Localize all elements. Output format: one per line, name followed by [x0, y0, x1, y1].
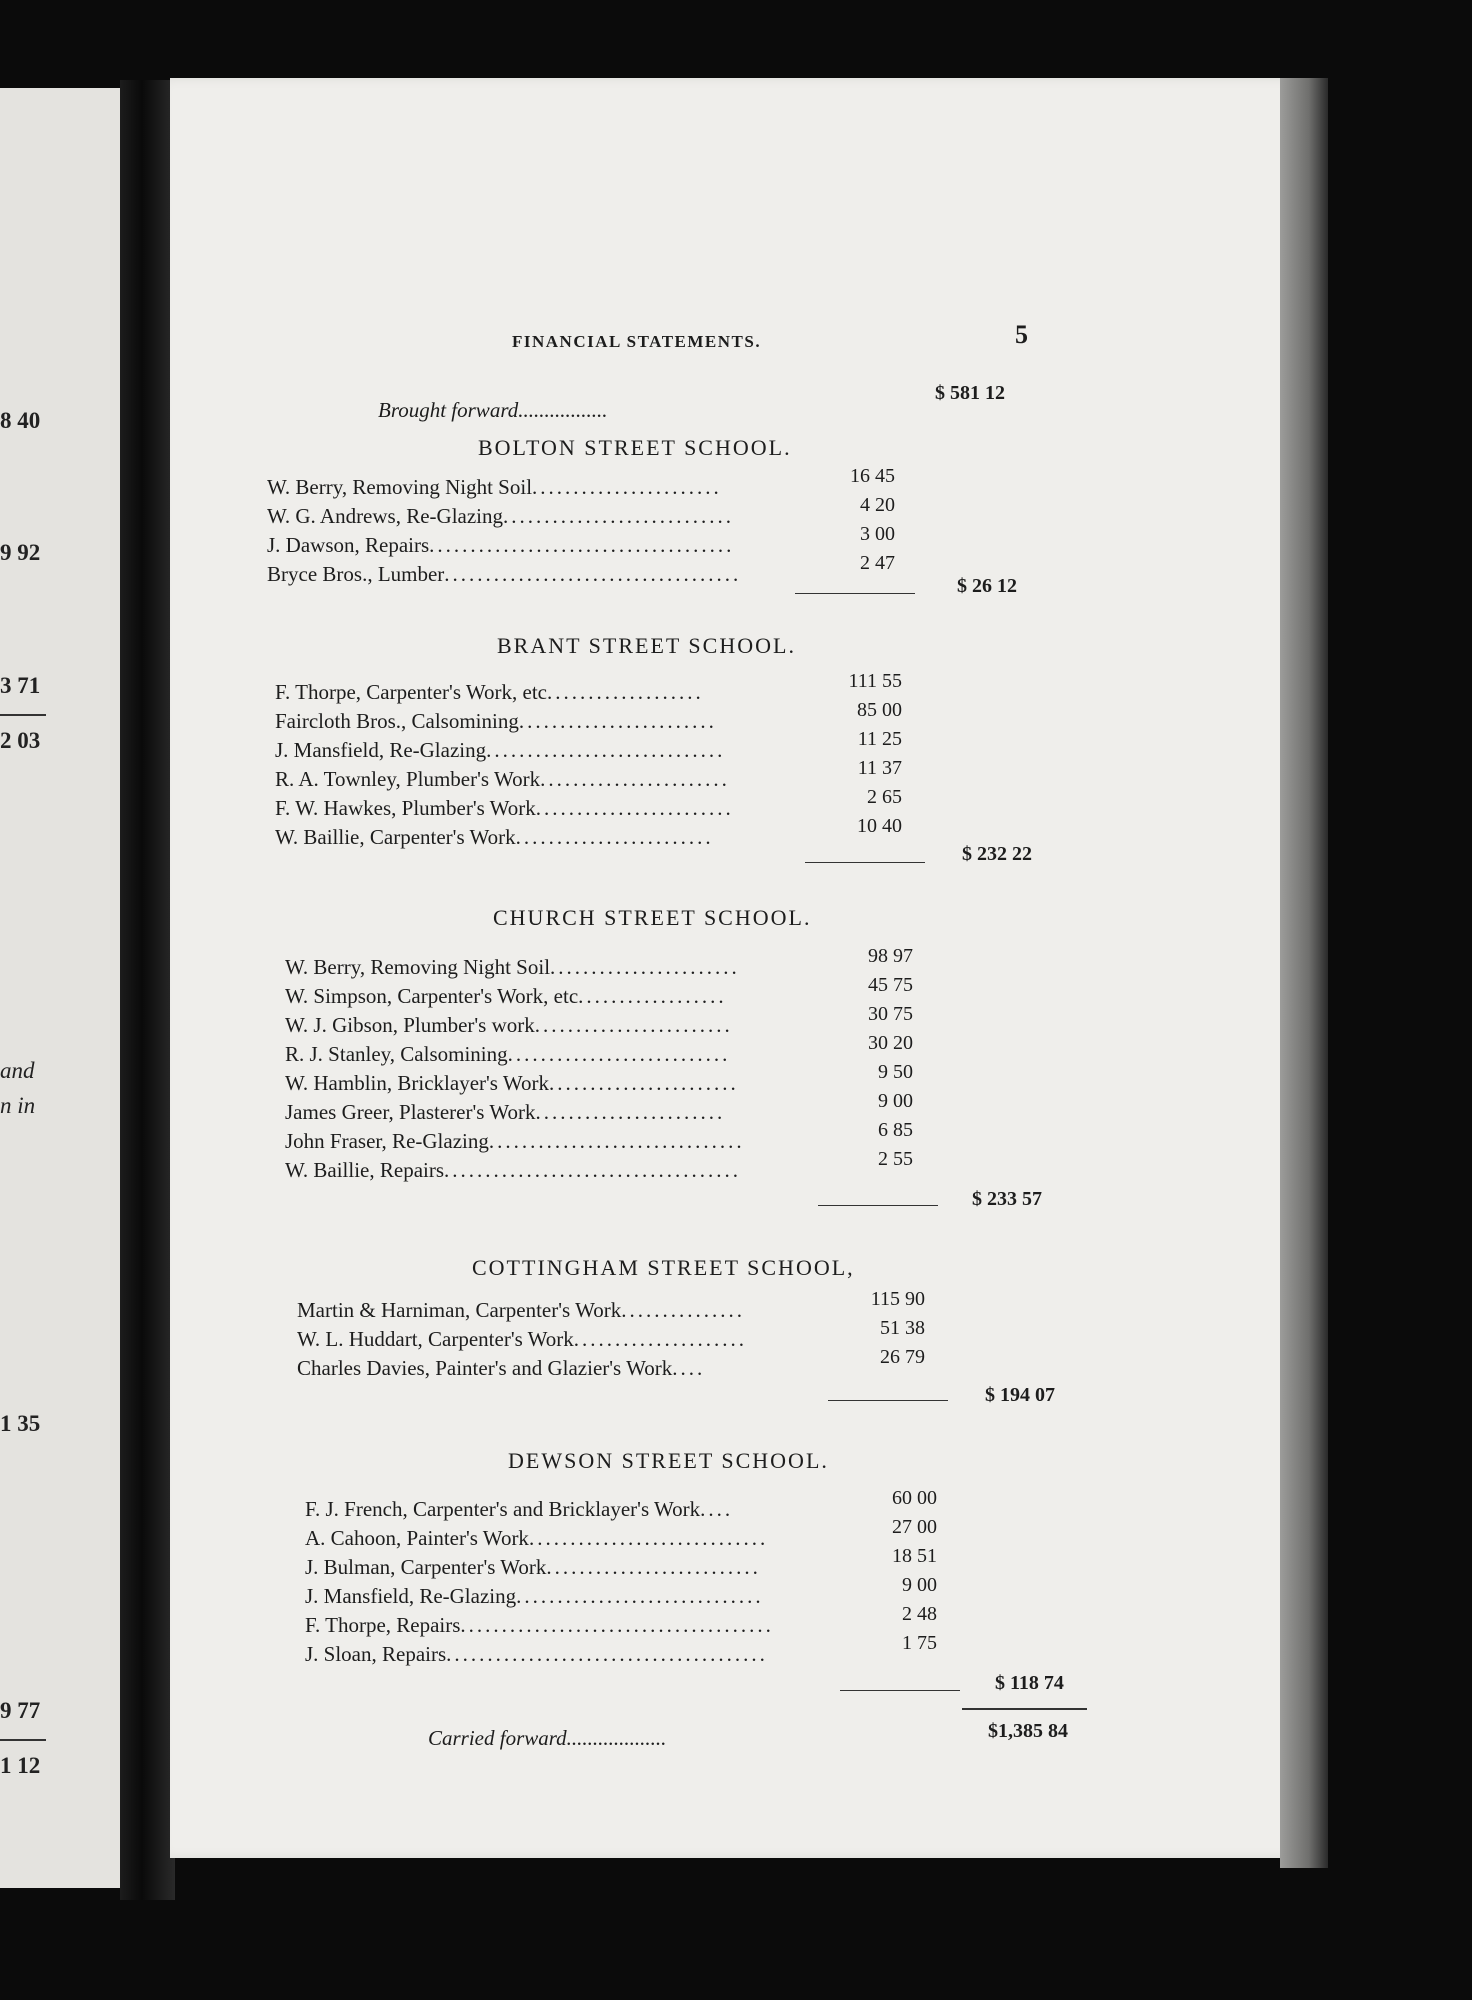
ledger-entry-amount: 11 25	[857, 728, 902, 750]
page-edge	[1280, 78, 1328, 1868]
ledger-entry-label: J. Sloan, Repairs.......................................	[305, 1642, 768, 1666]
ledger-entry-label: F. J. French, Carpenter's and Bricklayer's Work....	[305, 1497, 734, 1521]
ledger-entry-label: W. Berry, Removing Night Soil.......................	[285, 955, 740, 979]
running-title: FINANCIAL STATEMENTS.	[512, 332, 762, 351]
ledger-entry-amount: 9 00	[878, 1090, 913, 1112]
section-total: $ 233 57	[972, 1188, 1042, 1210]
facing-page-text: n in	[0, 1093, 36, 1118]
facing-page-fragment	[0, 88, 130, 1888]
ledger-entry-amount: 10 40	[857, 815, 902, 837]
section-total: $ 26 12	[957, 575, 1017, 597]
ledger-entry-label: R. A. Townley, Plumber's Work.......................	[275, 767, 730, 791]
ledger-entry-label: W. Berry, Removing Night Soil.......................	[267, 475, 722, 499]
ledger-entry-amount: 26 79	[880, 1346, 925, 1368]
facing-page-text: and	[0, 1058, 35, 1083]
ledger-entry-amount: 1 75	[902, 1632, 937, 1654]
subtotal-rule	[818, 1205, 938, 1206]
ledger-entry-amount: 98 97	[868, 945, 913, 967]
ledger-entry-amount: 60 00	[892, 1487, 937, 1509]
ledger-entry-label: R. J. Stanley, Calsomining...........................	[285, 1042, 731, 1066]
section-total: $ 232 22	[962, 843, 1032, 865]
subtotal-rule	[828, 1400, 948, 1401]
ledger-entry-amount: 115 90	[870, 1288, 925, 1310]
ledger-entry-amount: 18 51	[892, 1545, 937, 1567]
ledger-entry-label: W. G. Andrews, Re-Glazing............................	[267, 504, 735, 528]
brought-forward-amount: $ 581 12	[935, 382, 1005, 404]
carried-forward-amount: $1,385 84	[988, 1720, 1068, 1742]
ledger-entry-label: W. Hamblin, Bricklayer's Work.......................	[285, 1071, 739, 1095]
ledger-entry-amount: 2 48	[902, 1603, 937, 1625]
brought-forward-label: Brought forward.................	[378, 398, 608, 422]
ledger-entry-label: W. L. Huddart, Carpenter's Work.....................	[297, 1327, 748, 1351]
facing-page-text: 1 35	[0, 1411, 41, 1436]
ledger-entry-amount: 85 00	[857, 699, 902, 721]
ledger-entry-amount: 9 50	[878, 1061, 913, 1083]
ledger-entry-amount: 9 00	[902, 1574, 937, 1596]
facing-page-text: 3 71	[0, 673, 41, 698]
ledger-entry-label: J. Mansfield, Re-Glazing..............................	[305, 1584, 764, 1608]
ledger-entry-amount: 111 55	[848, 670, 902, 692]
ledger-entry-label: W. Simpson, Carpenter's Work, etc..................	[285, 984, 727, 1008]
section-heading: DEWSON STREET SCHOOL.	[508, 1448, 829, 1473]
ledger-entry-amount: 2 47	[860, 552, 895, 574]
subtotal-rule	[795, 593, 915, 594]
ledger-entry-amount: 51 38	[880, 1317, 925, 1339]
facing-page-text: 1 12	[0, 1753, 41, 1778]
ledger-entry-amount: 2 55	[878, 1148, 913, 1170]
facing-page-text: 9 92	[0, 540, 41, 565]
facing-page-rule	[0, 714, 46, 716]
ledger-entry-label: A. Cahoon, Painter's Work.............................	[305, 1526, 769, 1550]
ledger-entry-label: W. Baillie, Repairs....................................	[285, 1158, 742, 1182]
ledger-entry-amount: 6 85	[878, 1119, 913, 1141]
ledger-entry-label: W. Baillie, Carpenter's Work........................	[275, 825, 714, 849]
ledger-entry-amount: 30 75	[868, 1003, 913, 1025]
ledger-entry-amount: 4 20	[860, 494, 895, 516]
section-total: $ 194 07	[985, 1384, 1055, 1406]
facing-page-text: 9 77	[0, 1698, 41, 1723]
ledger-entry-label: F. Thorpe, Repairs......................................	[305, 1613, 774, 1637]
ledger-entry-label: John Fraser, Re-Glazing...............................	[285, 1129, 745, 1153]
ledger-entry-amount: 11 37	[857, 757, 902, 779]
grand-total-rule	[962, 1708, 1087, 1710]
book-gutter	[120, 80, 175, 1900]
ledger-entry-label: J. Mansfield, Re-Glazing.............................	[275, 738, 726, 762]
facing-page-text: 2 03	[0, 728, 41, 753]
section-heading: BRANT STREET SCHOOL.	[497, 633, 796, 658]
section-heading: BOLTON STREET SCHOOL.	[478, 435, 792, 460]
ledger-entry-label: J. Bulman, Carpenter's Work..........................	[305, 1555, 761, 1579]
ledger-entry-amount: 3 00	[860, 523, 895, 545]
ledger-entry-label: James Greer, Plasterer's Work.......................	[285, 1100, 726, 1124]
ledger-entry-amount: 27 00	[892, 1516, 937, 1538]
ledger-entry-amount: 2 65	[867, 786, 902, 808]
section-heading: COTTINGHAM STREET SCHOOL,	[472, 1255, 855, 1280]
ledger-entry-amount: 30 20	[868, 1032, 913, 1054]
ledger-entry-amount: 16 45	[850, 465, 895, 487]
ledger-entry-label: Charles Davies, Painter's and Glazier's Work....	[297, 1356, 706, 1380]
ledger-entry-label: F. Thorpe, Carpenter's Work, etc...................	[275, 680, 704, 704]
ledger-entry-label: Bryce Bros., Lumber....................................	[267, 562, 742, 586]
facing-page-rule	[0, 1739, 46, 1741]
ledger-entry-label: J. Dawson, Repairs.....................................	[267, 533, 735, 557]
ledger-entry-label: W. J. Gibson, Plumber's work........................	[285, 1013, 733, 1037]
page-number: 5	[1015, 320, 1028, 349]
ledger-entry-label: Faircloth Bros., Calsomining........................	[275, 709, 717, 733]
ledger-entry-amount: 45 75	[868, 974, 913, 996]
section-heading: CHURCH STREET SCHOOL.	[493, 905, 812, 930]
subtotal-rule	[840, 1690, 960, 1691]
section-total: $ 118 74	[995, 1672, 1064, 1694]
carried-forward-label: Carried forward...................	[428, 1726, 667, 1750]
ledger-entry-label: F. W. Hawkes, Plumber's Work........................	[275, 796, 734, 820]
ledger-entry-label: Martin & Harniman, Carpenter's Work...............	[297, 1298, 745, 1322]
facing-page-text: 8 40	[0, 408, 41, 433]
subtotal-rule	[805, 862, 925, 863]
